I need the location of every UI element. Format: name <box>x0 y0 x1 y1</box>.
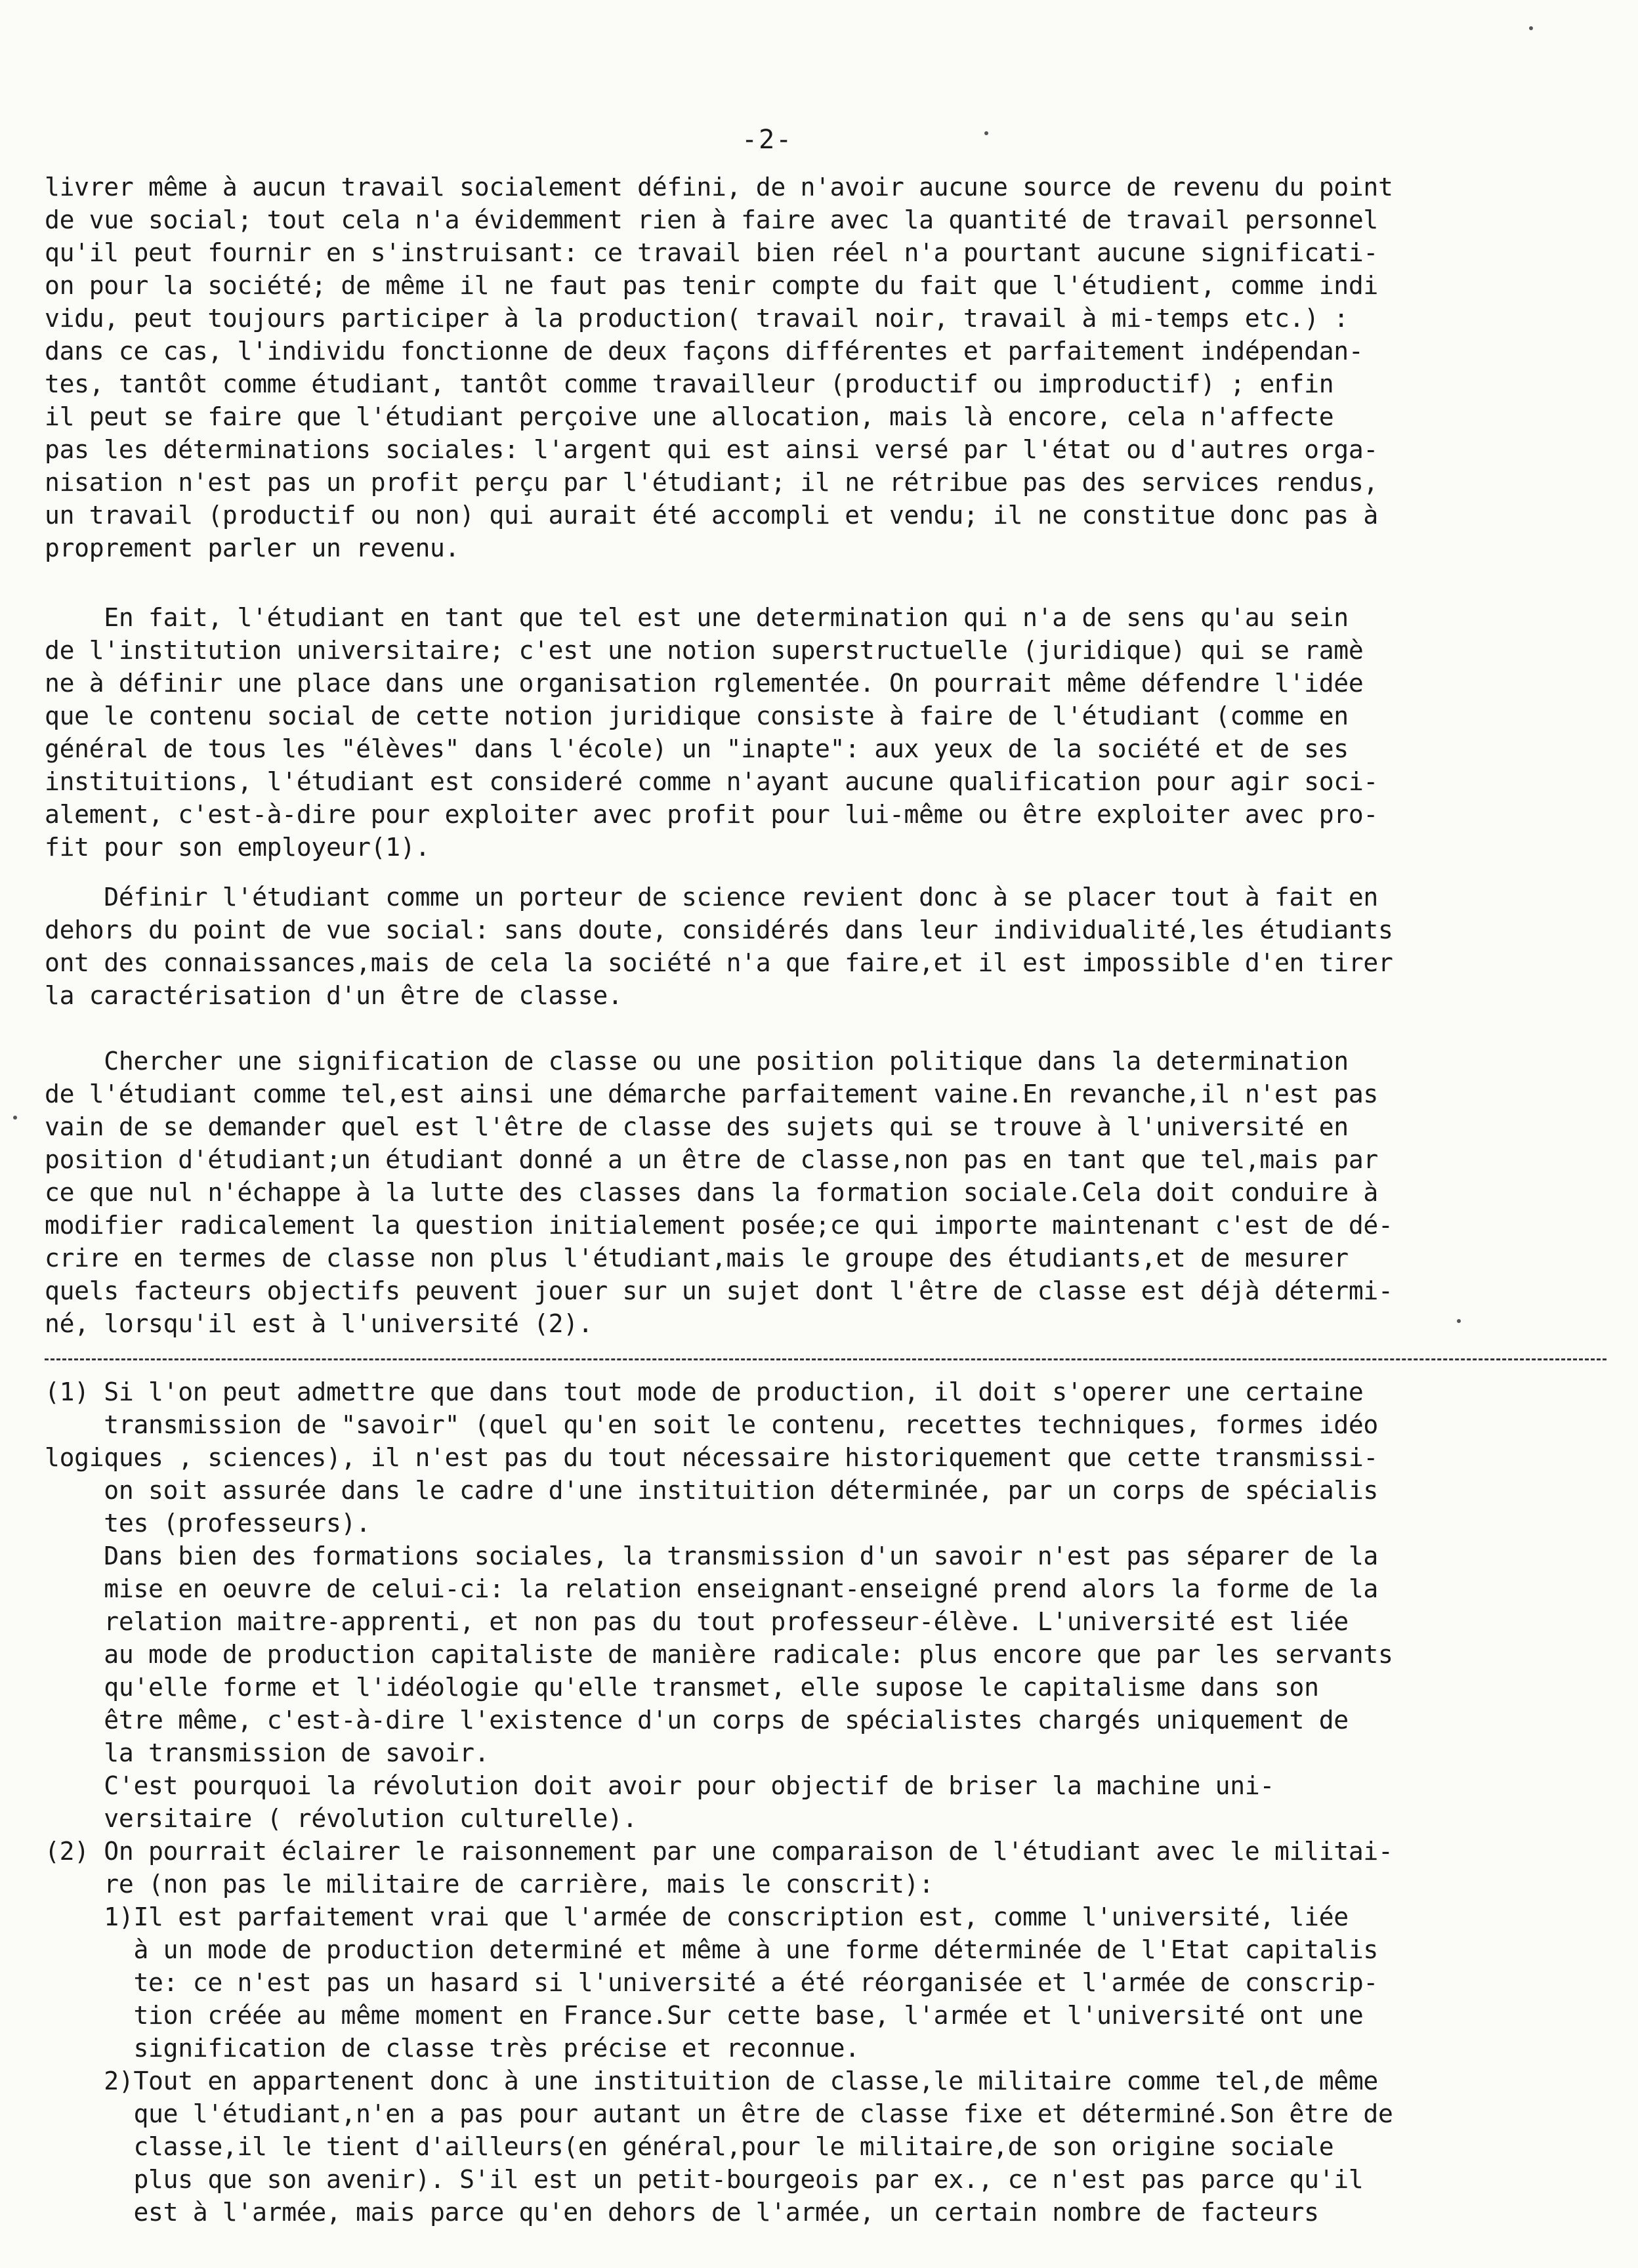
body-line: pas les déterminations sociales: l'argent qui est ainsi versé par l'état ou d'autres orga- <box>45 435 1379 464</box>
footnote-line: est à l'armée, mais parce qu'en dehors de l'armée, un certain nombre de facteurs <box>45 2198 1319 2227</box>
footnote-line: que l'étudiant,n'en a pas pour autant un être de classe fixe et déterminé.Son être de <box>45 2099 1393 2128</box>
body-line: ne à définir une place dans une organisation rglementée. On pourrait même défendre l'idée <box>45 669 1364 698</box>
body-line: instituitions, l'étudiant est consideré comme n'ayant aucune qualification pour agir soci- <box>45 767 1379 796</box>
page-number: -2- <box>742 125 793 155</box>
footnote-line: re (non pas le militaire de carrière, mais le conscrit): <box>45 1870 934 1899</box>
body-line: qu'il peut fournir en s'instruisant: ce travail bien réel n'a pourtant aucune significati- <box>45 238 1379 267</box>
body-line: la caractérisation d'un être de classe. <box>45 981 623 1010</box>
footnote-line: 1)Il est parfaitement vrai que l'armée de conscription est, comme l'université, liée <box>45 1902 1349 1931</box>
footnote-line: 2)Tout en appartenent donc à une instituition de classe,le militaire comme tel,de même <box>45 2067 1379 2095</box>
body-line: proprement parler un revenu. <box>45 534 460 562</box>
footnote-line: être même, c'est-à-dire l'existence d'un corps de spécialistes chargés uniquement de <box>45 1706 1349 1734</box>
footnote-line: C'est pourquoi la révolution doit avoir pour objectif de briser la machine uni- <box>45 1771 1274 1800</box>
body-line: Chercher une signification de classe ou une position politique dans la determination <box>45 1047 1349 1076</box>
footnote-line: (1) Si l'on peut admettre que dans tout mode de production, il doit s'operer une certaine <box>45 1377 1364 1406</box>
body-line: de vue social; tout cela n'a évidemment rien à faire avec la quantité de travail personnel <box>45 205 1379 234</box>
body-line: que le contenu social de cette notion juridique consiste à faire de l'étudiant (comme en <box>45 702 1349 730</box>
footnote-line: versitaire ( révolution culturelle). <box>45 1804 638 1833</box>
body-line: nisation n'est pas un profit perçu par l'étudiant; il ne rétribue pas des services rendus, <box>45 468 1379 497</box>
body-line: vain de se demander quel est l'être de classe des sujets qui se trouve à l'université en <box>45 1112 1349 1141</box>
body-line: En fait, l'étudiant en tant que tel est une determination qui n'a de sens qu'au sein <box>45 603 1349 632</box>
scan-speck <box>1457 1319 1461 1323</box>
body-line: Définir l'étudiant comme un porteur de science revient donc à se placer tout à fait en <box>45 883 1379 912</box>
body-line: ce que nul n'échappe à la lutte des classes dans la formation sociale.Cela doit conduire à <box>45 1178 1379 1207</box>
body-line: de l'étudiant comme tel,est ainsi une démarche parfaitement vaine.En revanche,il n'est pas <box>45 1080 1379 1108</box>
footnote-line: au mode de production capitaliste de manière radicale: plus encore que par les servants <box>45 1640 1393 1669</box>
footnote-line: relation maitre-apprenti, et non pas du tout professeur-élève. L'université est liée <box>45 1607 1349 1636</box>
footnote-line: tes (professeurs). <box>45 1509 371 1538</box>
body-line: position d'étudiant;un étudiant donné a un être de classe,non pas en tant que tel,mais par <box>45 1145 1379 1174</box>
scan-speck <box>1529 26 1533 30</box>
footnote-line: (2) On pourrait éclairer le raisonnement par une comparaison de l'étudiant avec le militai- <box>45 1837 1393 1866</box>
footnote-line: logiques , sciences), il n'est pas du tout nécessaire historiquement que cette transmissi- <box>45 1443 1379 1472</box>
body-line: il peut se faire que l'étudiant perçoive une allocation, mais là encore, cela n'affecte <box>45 402 1334 431</box>
body-line: dehors du point de vue social: sans doute, considérés dans leur individualité,les étudiants <box>45 915 1393 944</box>
footnote-line: la transmission de savoir. <box>45 1738 490 1767</box>
body-line: quels facteurs objectifs peuvent jouer sur un sujet dont l'être de classe est déjà détermi- <box>45 1276 1393 1305</box>
footnote-line: qu'elle forme et l'idéologie qu'elle transmet, elle supose le capitalisme dans son <box>45 1673 1319 1702</box>
body-line: crire en termes de classe non plus l'étudiant,mais le groupe des étudiants,et de mesurer <box>45 1244 1349 1272</box>
footnote-line: plus que son avenir). S'il est un petit-bourgeois par ex., ce n'est pas parce qu'il <box>45 2165 1364 2194</box>
footnote-line: mise en oeuvre de celui-ci: la relation enseignant-enseigné prend alors la forme de la <box>45 1574 1379 1603</box>
body-line: modifier radicalement la question initialement posée;ce qui importe maintenant c'est de dé- <box>45 1211 1393 1240</box>
body-line: né, lorsqu'il est à l'université (2). <box>45 1309 593 1338</box>
footnote-line: tion créée au même moment en France.Sur cette base, l'armée et l'université ont une <box>45 2001 1364 2030</box>
body-line: dans ce cas, l'individu fonctionne de deux façons différentes et parfaitement indépendan- <box>45 337 1364 366</box>
body-line: tes, tantôt comme étudiant, tantôt comme travailleur (productif ou improductif) ; enfin <box>45 369 1334 398</box>
footnote-line: signification de classe très précise et reconnue. <box>45 2034 860 2063</box>
body-line: fit pour son employeur(1). <box>45 833 430 862</box>
footnote-line: Dans bien des formations sociales, la transmission d'un savoir n'est pas séparer de la <box>45 1542 1379 1570</box>
scan-speck <box>13 1116 17 1120</box>
body-line: livrer même à aucun travail socialement défini, de n'avoir aucune source de revenu du point <box>45 173 1393 201</box>
body-line: un travail (productif ou non) qui aurait été accompli et vendu; il ne constitue donc pas à <box>45 501 1379 530</box>
body-line: général de tous les "élèves" dans l'école) un "inapte": aux yeux de la société et de ses <box>45 734 1349 763</box>
body-line: on pour la société; de même il ne faut pas tenir compte du fait que l'étudient, comme indi <box>45 271 1379 300</box>
scan-speck <box>984 131 988 135</box>
body-line: de l'institution universitaire; c'est une notion superstructuelle (juridique) qui se ramè <box>45 636 1364 665</box>
footnote-line: à un mode de production determiné et même à une forme déterminée de l'Etat capitalis <box>45 1935 1379 1964</box>
body-line: vidu, peut toujours participer à la production( travail noir, travail à mi-temps etc.) : <box>45 304 1349 333</box>
body-line: alement, c'est-à-dire pour exploiter avec profit pour lui-même ou être exploiter avec pro- <box>45 800 1379 829</box>
footnote-line: classe,il le tient d'ailleurs(en général,pour le militaire,de son origine sociale <box>45 2132 1334 2161</box>
footnote-divider <box>45 1358 1606 1360</box>
body-line: ont des connaissances,mais de cela la société n'a que faire,et il est impossible d'en tirer <box>45 948 1393 977</box>
footnote-line: transmission de "savoir" (quel qu'en soit le contenu, recettes techniques, formes idéo <box>45 1410 1379 1439</box>
footnote-line: te: ce n'est pas un hasard si l'université a été réorganisée et l'armée de conscrip- <box>45 1968 1379 1997</box>
footnote-line: on soit assurée dans le cadre d'une instituition déterminée, par un corps de spécialis <box>45 1476 1379 1505</box>
